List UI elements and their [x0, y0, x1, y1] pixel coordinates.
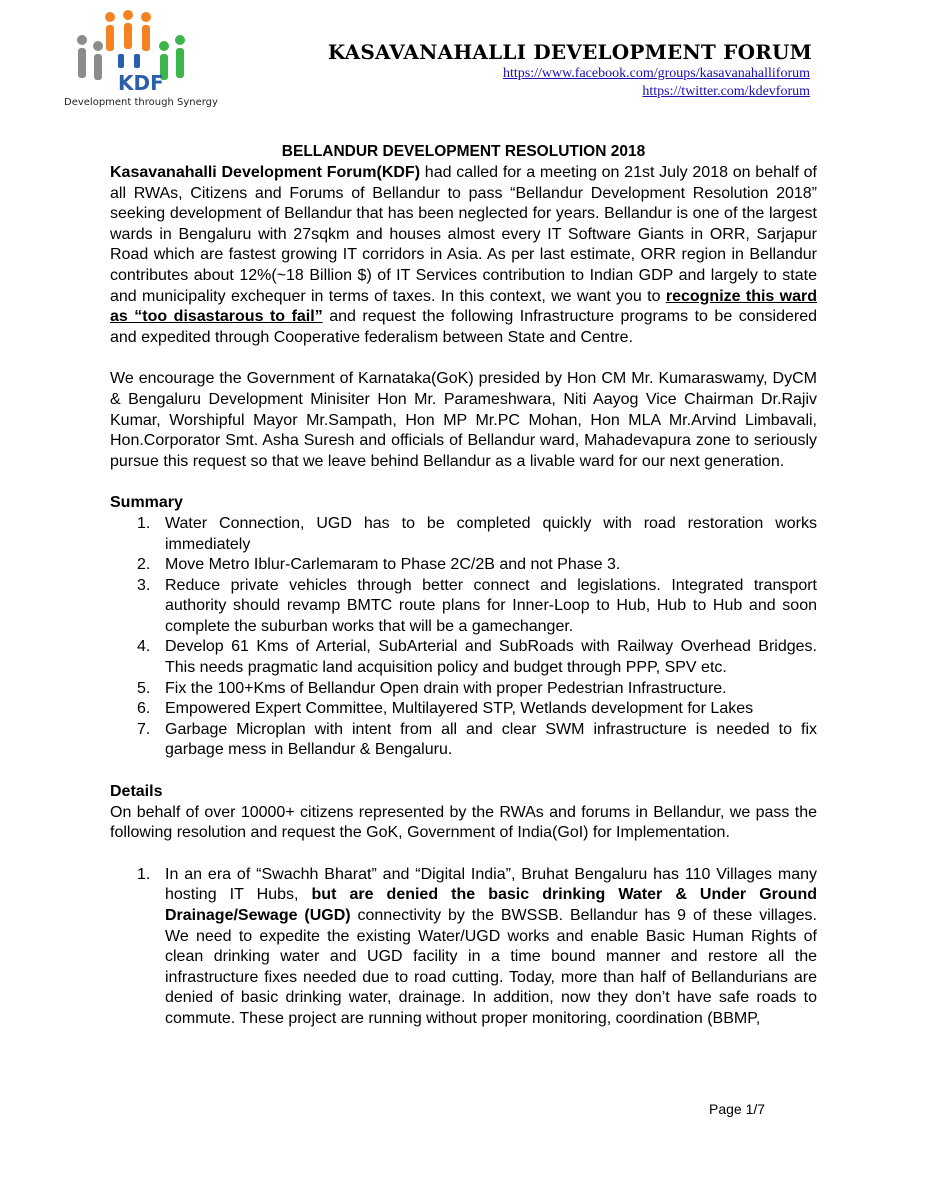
document-title: BELLANDUR DEVELOPMENT RESOLUTION 2018 — [281, 143, 646, 160]
summary-list — [110, 514, 817, 761]
logo-tagline: Development through Synergy — [64, 97, 218, 108]
intro-paragraph — [110, 163, 817, 348]
summary-heading: Summary — [110, 494, 183, 512]
intro-emphasis: recognize this ward as “too disastarous to fail” — [110, 287, 817, 326]
document-body — [110, 163, 817, 1030]
list-item: 1. In an era of “Swachh Bharat” and “Digital India”, Bruhat Bengaluru has 110 Villages many hosting IT Hubs, but are denied the basic drinking Water & Under Ground Drainage/Sewage (UGD) connectivity by the BWSSB. Bellandur has 9 of these villages. We need to expedite the existing Water/UGD works and enable Basic Human Rights of clean drinking water and UGD facility in a time bound manner and restore all the infrastructure fixes needed due to road cutting. Today, more than half of Bellandurians are denied of basic drinking water, drainage. In addition, now they don’t have safe roads to commute. These project are running without proper monitoring, coordination (BBMP, — [137, 865, 818, 1027]
encourage-paragraph: We encourage the Government of Karnataka(GoK) presided by Hon CM Mr. Kumaraswamy, DyCM & Bengaluru Development Minisiter Hon Mr. Parameshwara, Niti Aayog Vice Chairman Dr.Rajiv Kumar, Worshipful Mayor Mr.Sampath, Hon MP Mr.PC Mohan, Hon MLA Mr.Arvind Limbavali, Hon.Corporator Smt. Asha Suresh and officials of Bellandur ward, Mahadevapura zone to seriously pursue this request so that we leave behind Bellandur as a livable ward for our next generation. — [110, 370, 817, 470]
list-item: 6. Empowered Expert Committee, Multilayered STP, Wetlands development for Lakes — [137, 700, 754, 718]
details-list — [110, 865, 817, 1030]
intro-text-a: had called for a meeting on 21st July 2018 on behalf of all RWAs, Citizens and Forums of Bellandur to pass “Bellandur Development Resolution 2018” seeking development of Bellandur that has been neglected for years. Bellandur is one of the largest wards in Bengaluru with 27sqkm and houses almost every IT Software Giants in ORR, Sarjapur Road which are fastest growing IT corridors in Asia. As per last estimate, ORR region in Bellandur contributes about 12%(~18 Billion $) of IT Services contribution to Indian GDP and largely to state and municipality exchequer in terms of taxes. In this context, we want you to — [110, 164, 818, 305]
intro-text-b: and request the following Infrastructure programs to be considered and expedited through Cooperative federalism between State and Centre. — [110, 308, 817, 346]
kdf-logo-figures-icon — [60, 10, 210, 100]
details-intro: On behalf of over 10000+ citizens represented by the RWAs and forums in Bellandur, we pass the following resolution and request the GoK, Government of India(GoI) for Implementation. — [110, 803, 817, 842]
intro-lead-bold: Kasavanahalli Development Forum(KDF) — [110, 164, 421, 181]
list-item: 2. Move Metro Iblur-Carlemaram to Phase 2C/2B and not Phase 3. — [137, 556, 621, 574]
logo-kdf-text: KDF — [118, 71, 164, 95]
org-name: KASAVANAHALLI DEVELOPMENT FORUM — [327, 40, 812, 64]
twitter-link[interactable]: https://twitter.com/kdevforum — [642, 84, 810, 99]
facebook-link[interactable]: https://www.facebook.com/groups/kasavanahalliforum — [502, 66, 810, 81]
list-item: 5. Fix the 100+Kms of Bellandur Open drain with proper Pedestrian Infrastructure. — [137, 679, 727, 697]
list-item: 3. Reduce private vehicles through better connect and legislations. Integrated transport authority should revamp BMTC route plans for Inner-Loop to Hub, Hub to Hub and soon complete the suburban works that will be a gamechanger. — [137, 576, 817, 635]
list-item: 1. Water Connection, UGD has to be completed quickly with road restoration works immediately — [137, 514, 817, 553]
kdf-logo — [60, 10, 218, 110]
list-item: 7. Garbage Microplan with intent from all and clear SWM infrastructure is needed to fix garbage mess in Bellandur & Bengaluru. — [137, 720, 817, 759]
page-number: Page 1/7 — [709, 1101, 766, 1117]
details-heading: Details — [110, 783, 163, 801]
list-item: 4. Develop 61 Kms of Arterial, SubArterial and SubRoads with Railway Overhead Bridges. This needs pragmatic land acquisition policy and budget through PPP, SPV etc. — [137, 638, 817, 677]
